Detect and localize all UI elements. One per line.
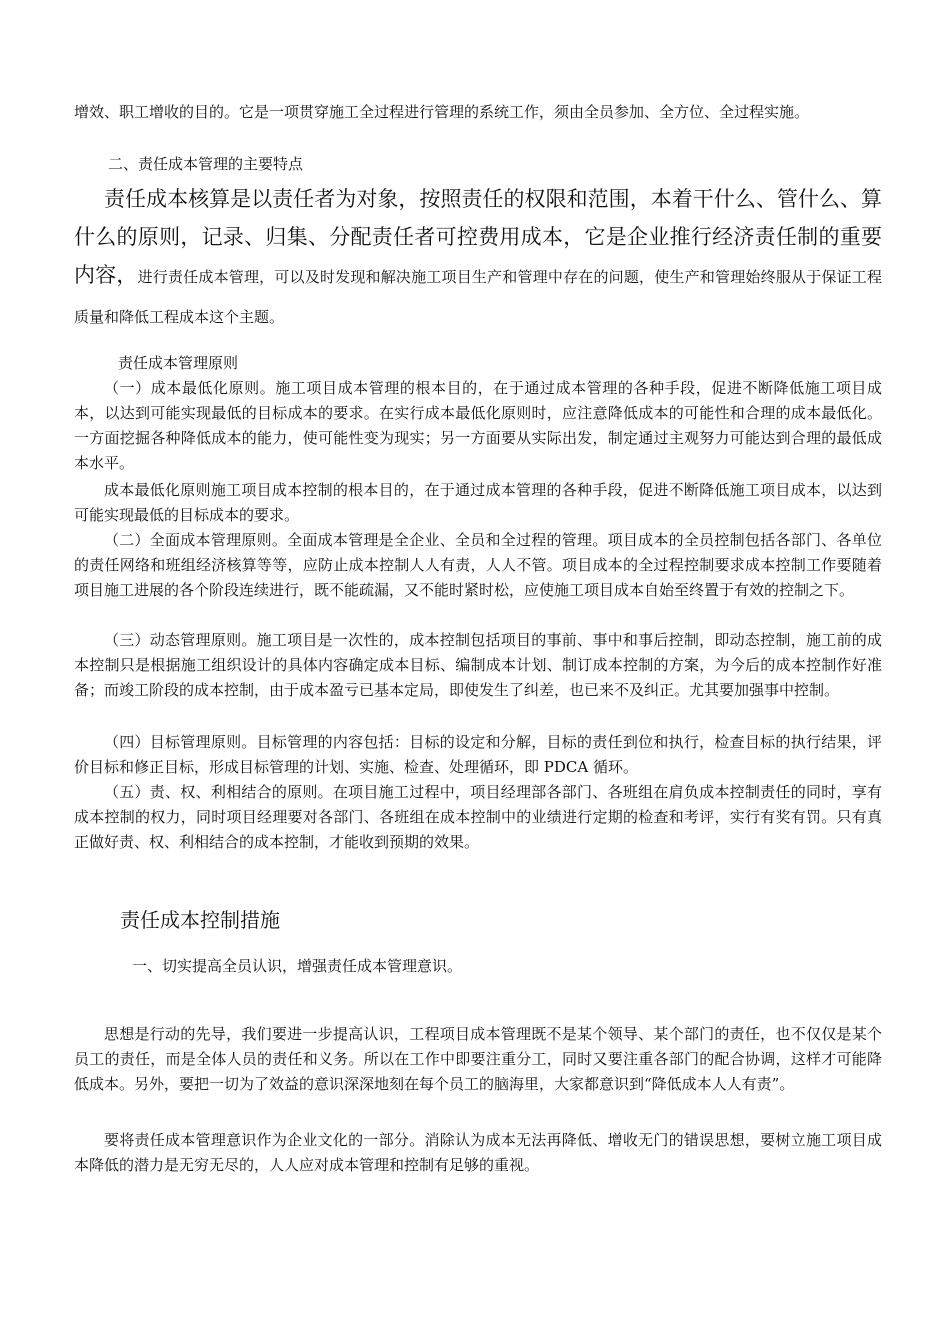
- measure-1-paragraph-2: 要将责任成本管理意识作为企业文化的一部分。消除认为成本无法再降低、增收无门的错误思想，要树立施工项目成本降低的潜力是无穷无尽的，人人应对成本管理和控制有足够的重视。: [74, 1131, 882, 1174]
- measures-heading: 责任成本控制措施: [120, 908, 280, 932]
- responsibility-cost-statement: [74, 180, 882, 336]
- principle-5-paragraph: （五）责、权、利相结合的原则。在项目施工过程中，项目经理部各部门、各班组在肩负成本控制责任的同时，享有成本控制的权力，同时项目经理要对各部门、各班组在成本控制中的业绩进行定期的检查和考评，实行有奖有罚。只有真正做好责、权、利相结合的成本控制，才能收到预期的效果。: [74, 783, 882, 851]
- measure-1-title: 一、切实提高全员认识，增强责任成本管理意识。: [132, 957, 463, 975]
- principle-4-paragraph: （四）目标管理原则。目标管理的内容包括：目标的设定和分解，目标的责任到位和执行，检查目标的执行结果，评价目标和修正目标，形成目标管理的计划、实施、检查、处理循环，即 PDCA 循环。: [74, 733, 882, 776]
- statement-small-text: 进行责任成本管理，可以及时发现和解决施工项目生产和管理中存在的问题，使生产和管理始终服从于保证工程质量和降低工程成本这个主题。: [74, 268, 882, 326]
- principle-2-paragraph: （二）全面成本管理原则。全面成本管理是全企业、全员和全过程的管理。项目成本的全员控制包括各部门、各单位的责任网络和班组经济核算等等，应防止成本控制人人有责，人人不管。项目成本的全过程控制要求成本控制工作要随着项目施工进展的各个阶段连续进行，既不能疏漏，又不能时紧时松，应使施工项目成本自始至终置于有效的控制之下。: [74, 531, 882, 599]
- principle-1-note: 成本最低化原则施工项目成本控制的根本目的，在于通过成本管理的各种手段，促进不断降低施工项目成本，以达到可能实现最低的目标成本的要求。: [74, 481, 882, 524]
- principles-heading: 责任成本管理原则: [118, 354, 239, 372]
- statement-large-text: 责任成本核算是以责任者为对象，按照责任的权限和范围，本着干什么、管什么、算什么的原则，记录、归集、分配责任者可控费用成本，它是企业推行经济责任制的重要内容，: [74, 187, 882, 287]
- features-heading: 二、责任成本管理的主要特点: [108, 155, 304, 173]
- principle-3-paragraph: （三）动态管理原则。施工项目是一次性的，成本控制包括项目的事前、事中和事后控制，即动态控制，施工前的成本控制只是根据施工组织设计的具体内容确定成本目标、编制成本计划、制订成本控制的方案，为今后的成本控制作好准备；而竣工阶段的成本控制，由于成本盈亏已基本定局，即使发生了纠差，也已来不及纠正。尤其要加强事中控制。: [74, 631, 882, 699]
- measure-1-paragraph-1: 思想是行动的先导，我们要进一步提高认识，工程项目成本管理既不是某个领导、某个部门的责任，也不仅仅是某个员工的责任，而是全体人员的责任和义务。所以在工作中即要注重分工，同时又要注重各部门的配合协调，这样才可能降低成本。另外，要把一切为了效益的意识深深地刻在每个员工的脑海里，大家都意识到“降低成本人人有责”。: [74, 1025, 882, 1093]
- intro-paragraph: 增效、职工增收的目的。它是一项贯穿施工全过程进行管理的系统工作，须由全员参加、全方位、全过程实施。: [74, 103, 810, 121]
- principle-1-paragraph: （一）成本最低化原则。施工项目成本管理的根本目的，在于通过成本管理的各种手段，促进不断降低施工项目成本，以达到可能实现最低的目标成本的要求。在实行成本最低化原则时，应注意降低成本的可能性和合理的成本最低化。一方面挖掘各种降低成本的能力，使可能性变为现实；另一方面要从实际出发，制定通过主观努力可能达到合理的最低成本水平。: [74, 379, 882, 472]
